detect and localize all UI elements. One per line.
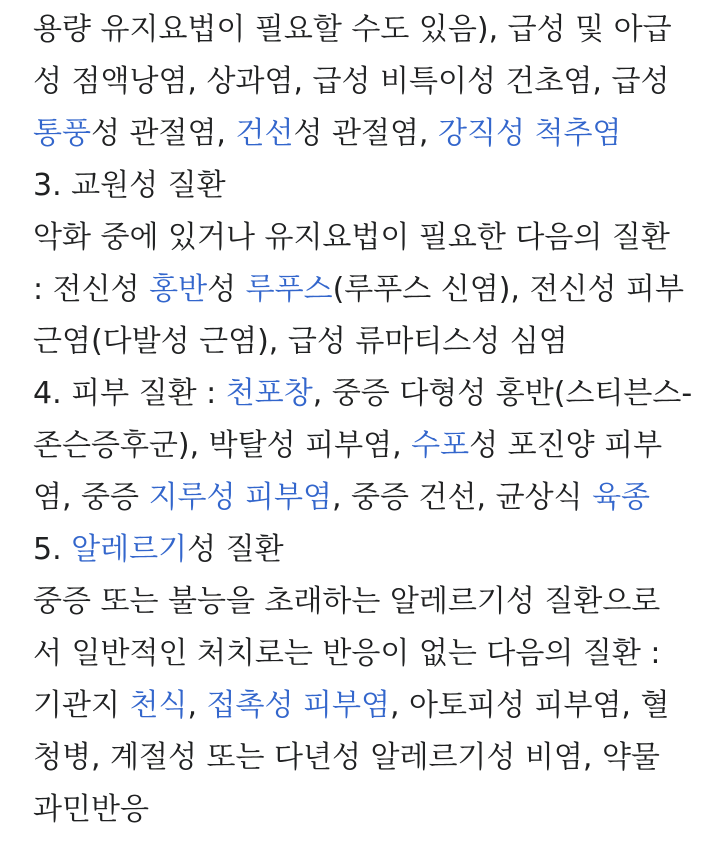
text-segment: 4. 피부 질환 : — [33, 376, 226, 411]
wiki-link[interactable]: 지루성 피부염 — [148, 480, 332, 515]
text-line — [33, 368, 705, 420]
text-segment: (루푸스 신염), 전신성 피부 — [332, 272, 684, 307]
text-segment: 청병, 계절성 또는 다년성 알레르기성 비염, 약물 — [33, 740, 660, 775]
text-segment: , — [187, 688, 207, 723]
text-segment: 성 관절염, — [90, 116, 236, 151]
wiki-link[interactable]: 통풍 — [33, 116, 91, 151]
wiki-link[interactable]: 홍반 — [149, 272, 208, 307]
text-segment: 성 점액낭염, 상과염, 급성 비특이성 건초염, 급성 — [33, 64, 670, 99]
text-line — [33, 212, 705, 264]
text-segment: 성 질환 — [187, 532, 284, 567]
text-segment: 악화 중에 있거나 유지요법이 필요한 다음의 질환 — [33, 220, 670, 255]
wiki-link[interactable]: 육종 — [592, 480, 651, 515]
text-segment: : 전신성 — [33, 272, 150, 307]
text-segment: 성 포진양 피부 — [469, 428, 663, 463]
wiki-link[interactable]: 강직성 척추염 — [438, 116, 622, 151]
text-segment: 성 — [207, 272, 246, 307]
text-segment: 염, 중증 — [33, 480, 149, 515]
text-line — [33, 680, 705, 732]
text-line — [33, 108, 705, 160]
text-line — [33, 56, 705, 108]
text-line — [33, 784, 705, 836]
text-line — [33, 576, 705, 628]
article-body — [33, 4, 705, 836]
wiki-link[interactable]: 천포창 — [225, 376, 313, 411]
text-line — [33, 732, 705, 784]
text-line — [33, 316, 705, 368]
wiki-link[interactable]: 건선 — [235, 116, 294, 151]
text-segment: 중증 또는 불능을 초래하는 알레르기성 질환으로 — [33, 584, 661, 619]
text-segment: 존슨증후군), 박탈성 피부염, — [33, 428, 412, 463]
wiki-link[interactable]: 알레르기 — [71, 532, 188, 567]
text-segment: , 중증 다형성 홍반(스티븐스- — [312, 376, 693, 411]
text-line — [33, 420, 705, 472]
text-segment: 과민반응 — [33, 792, 149, 827]
text-segment: 3. 교원성 질환 — [33, 168, 226, 203]
text-line — [33, 264, 705, 316]
text-segment: 5. — [33, 532, 72, 567]
text-segment: 용량 유지요법이 필요할 수도 있음), 급성 및 아급 — [33, 12, 672, 47]
text-segment: , 중증 건선, 균상식 — [331, 480, 593, 515]
text-line — [33, 160, 705, 212]
text-line — [33, 4, 705, 56]
text-segment: , 아토피성 피부염, 혈 — [389, 688, 670, 723]
text-line — [33, 472, 705, 524]
text-line — [33, 524, 705, 576]
text-segment: 성 관절염, — [293, 116, 438, 151]
text-segment: 기관지 — [33, 688, 130, 723]
wiki-link[interactable]: 천식 — [129, 688, 188, 723]
text-segment: 근염(다발성 근염), 급성 류마티스성 심염 — [33, 324, 568, 359]
wiki-link[interactable]: 수포 — [411, 428, 470, 463]
wiki-link[interactable]: 루푸스 — [245, 272, 333, 307]
wiki-link[interactable]: 접촉성 피부염 — [206, 688, 390, 723]
text-segment: 서 일반적인 처치로는 반응이 없는 다음의 질환 : — [33, 636, 661, 671]
text-line — [33, 628, 705, 680]
